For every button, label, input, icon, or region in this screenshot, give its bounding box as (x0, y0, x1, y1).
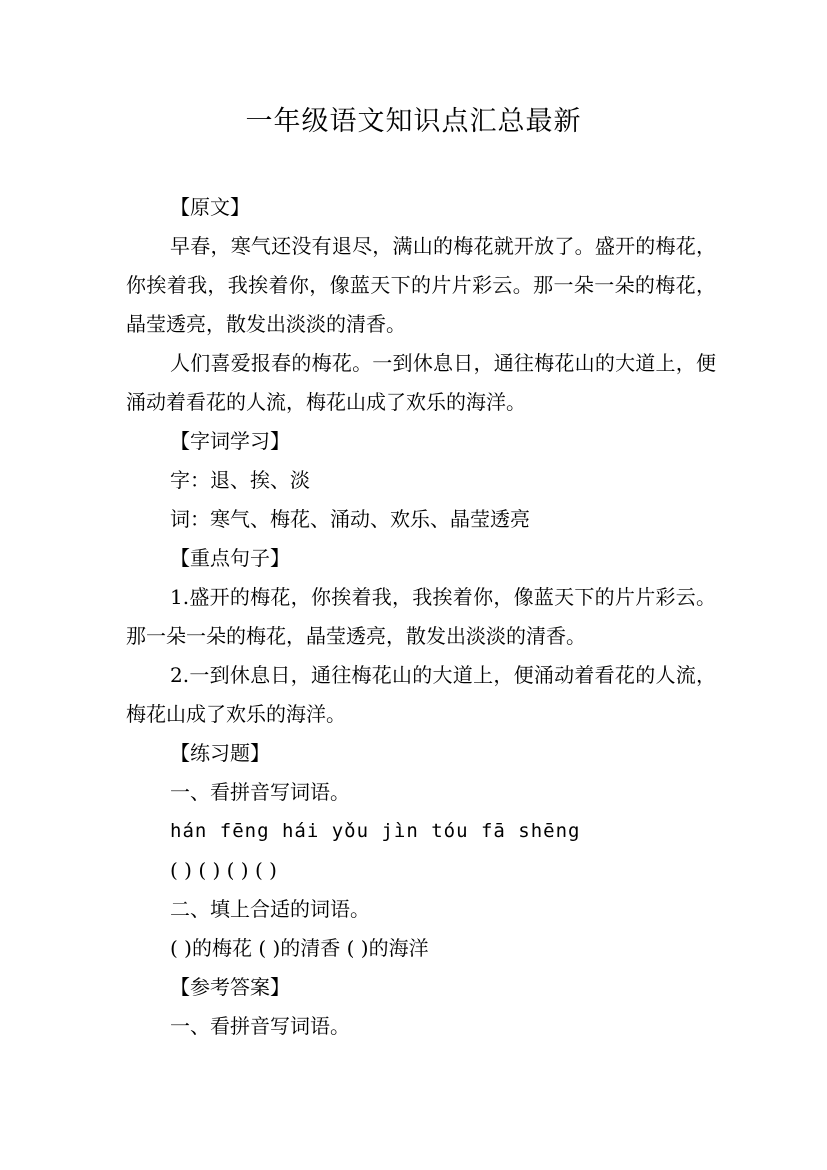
paragraph-key-sentence-1: 1.盛开的梅花，你挨着我，我挨着你，像蓝天下的片片彩云。那一朵一朵的梅花，晶莹透亮，散发出淡淡的清香。 (126, 585, 716, 648)
document-title: 一年级语文知识点汇总最新 (245, 106, 582, 137)
paragraph-characters: 字：退、挨、淡 (170, 468, 310, 492)
exercise-1-pinyin: hán fēng hái yǒu jìn tóu fā shēng (170, 820, 581, 842)
exercise-1-heading: 一、看拼音写词语。 (170, 780, 350, 804)
paragraph-original-1: 早春，寒气还没有退尽，满山的梅花就开放了。盛开的梅花，你挨着我，我挨着你，像蓝天下的片片彩云。那一朵一朵的梅花，晶莹透亮，散发出淡淡的清香。 (126, 234, 716, 336)
paragraph-original-2: 人们喜爱报春的梅花。一到休息日，通往梅花山的大道上，便涌动着看花的人流，梅花山成了欢乐的海洋。 (126, 351, 716, 414)
section-heading-word-study: 【字词学习】 (170, 429, 290, 453)
paragraph-key-sentence-2: 2.一到休息日，通往梅花山的大道上，便涌动着看花的人流，梅花山成了欢乐的海洋。 (126, 663, 716, 726)
exercise-1-blanks: ( ) ( ) ( ) ( ) (170, 858, 277, 882)
paragraph-words: 词：寒气、梅花、涌动、欢乐、晶莹透亮 (170, 507, 530, 531)
section-heading-original-text: 【原文】 (170, 195, 250, 219)
document-body (126, 188, 716, 1046)
section-heading-answers: 【参考答案】 (170, 975, 290, 999)
section-heading-exercises: 【练习题】 (170, 741, 270, 765)
exercise-2-blanks: ( )的梅花 ( )的清香 ( )的海洋 (170, 936, 429, 960)
answer-1-heading: 一、看拼音写词语。 (170, 1014, 350, 1038)
exercise-2-heading: 二、填上合适的词语。 (170, 897, 370, 921)
section-heading-key-sentences: 【重点句子】 (170, 546, 290, 570)
